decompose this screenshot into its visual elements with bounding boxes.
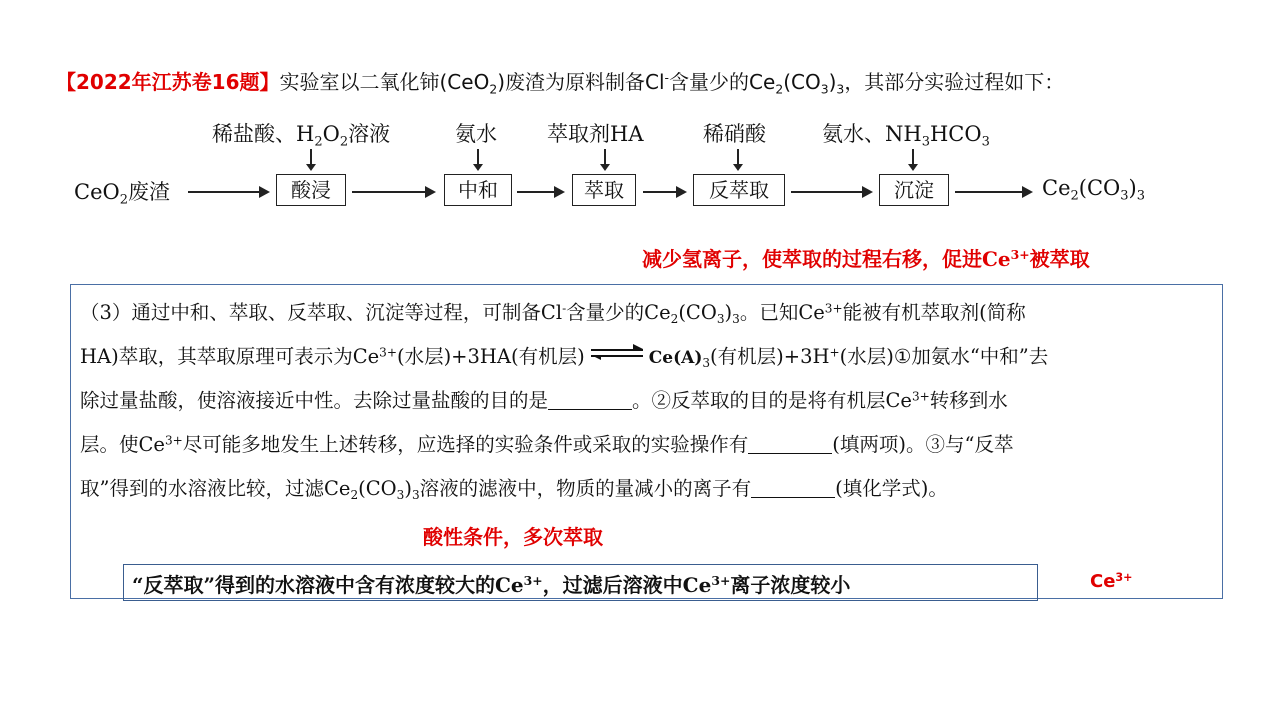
- answer-blank: [548, 391, 632, 410]
- right-arrow-icon: [517, 191, 563, 193]
- down-arrow-icon: [737, 149, 739, 165]
- down-arrow-icon: [912, 149, 914, 165]
- down-arrow-icon: [310, 149, 312, 165]
- right-arrow-icon: [188, 191, 268, 193]
- step-acid-leach: 酸浸: [276, 174, 346, 206]
- header-text: 实验室以二氧化铈(CeO$_2$)废渣为原料制备Cl-含量少的$Ce_2(CO_3)_3$，其部分实验过程如下：: [279, 70, 1065, 97]
- reagent-ammonia: 氨水: [455, 122, 497, 146]
- answer-blank: [751, 479, 835, 498]
- question-line-5: 取”得到的水溶液比较，过滤$Ce_2(CO_3)_3$溶液的滤液中，物质的量减小的离子有 (填化学式)。: [80, 477, 948, 503]
- question-line-1: （3）通过中和、萃取、反萃取、沉淀等过程，可制备Cl-含量少的$Ce_2(CO_3)_3$。已知$Ce^{3+}$能被有机萃取剂(简称: [80, 301, 1026, 327]
- source-tag: 【2022年江苏卷16题】: [56, 70, 280, 94]
- right-arrow-icon: [643, 191, 685, 193]
- equilibrium-arrows-icon: [591, 345, 643, 361]
- answer-2: 酸性条件，多次萃取: [423, 525, 603, 549]
- right-arrow-icon: [791, 191, 871, 193]
- question-header: [56, 66, 1064, 95]
- down-arrow-icon: [477, 149, 479, 165]
- question-line-2: HA)萃取，其萃取原理可表示为$Ce^{3+}$(水层)+3HA(有机层) $Ce(A)_3$(有机层)+3H+(水层)①加氨水“中和”去: [80, 345, 1049, 371]
- reagent-hcl-h2o2: 稀盐酸、$H_2O_2$溶液: [212, 122, 391, 150]
- answer-blank: [748, 435, 832, 454]
- answer-4: $Ce^{3+}$: [1090, 570, 1133, 592]
- question-line-4: 层。使$Ce^{3+}$尽可能多地发生上述转移，应选择的实验条件或采取的实验操作有 (填两项)。③与“反萃: [80, 433, 1014, 456]
- reagent-extractant-ha: 萃取剂HA: [547, 122, 644, 146]
- right-arrow-icon: [352, 191, 434, 193]
- reagent-ammonia-nh4hco3: 氨水、$NH_3HCO_3$: [822, 122, 990, 150]
- flow-end-ce2co33: $Ce_2(CO_3)_3$: [1042, 176, 1146, 204]
- reagent-dilute-nitric: 稀硝酸: [703, 122, 766, 146]
- right-arrow-icon: [955, 191, 1031, 193]
- down-arrow-icon: [604, 149, 606, 165]
- step-back-extract: 反萃取: [693, 174, 785, 206]
- step-neutralize: 中和: [444, 174, 512, 206]
- step-extract: 萃取: [572, 174, 636, 206]
- answer-3: “反萃取”得到的水溶液中含有浓度较大的$Ce^{3+}$，过滤后溶液中$Ce^{3+}$离子浓度较小: [132, 573, 851, 597]
- question-line-3: 除过量盐酸，使溶液接近中性。去除过量盐酸的目的是 。②反萃取的目的是将有机层$Ce^{3+}$转移到水: [80, 389, 1008, 412]
- answer-1: 减少氢离子，使萃取的过程右移，促进$Ce^{3+}$被萃取: [642, 247, 1090, 271]
- step-precipitate: 沉淀: [879, 174, 949, 206]
- flow-start-ceo2-residue: CeO$_2$废渣: [74, 180, 170, 208]
